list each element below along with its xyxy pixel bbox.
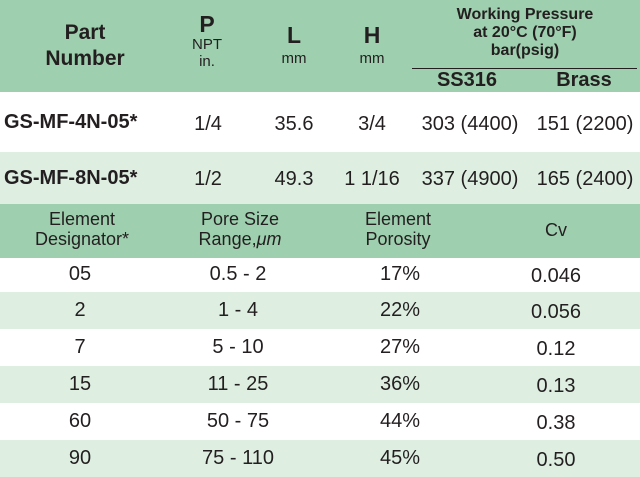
ss316-value: 337 (4900) <box>421 168 519 190</box>
brass-value: 151 (2200) <box>536 113 634 135</box>
element-designator-header: Element Designator* <box>34 209 130 249</box>
cv-value: 0.12 <box>536 338 576 360</box>
designator-value: 90 <box>68 447 92 469</box>
part-number-header: Part Number <box>45 21 125 70</box>
p-value: 1/2 <box>194 168 222 190</box>
h-header: H mm <box>359 22 385 67</box>
porosity-value: 27% <box>379 336 421 358</box>
element-porosity-header: Element Porosity <box>364 209 432 249</box>
porosity-value: 17% <box>379 263 421 285</box>
cv-value: 0.13 <box>536 375 576 397</box>
cv-value: 0.50 <box>536 449 576 471</box>
porosity-value: 44% <box>379 410 421 432</box>
designator-value: 15 <box>68 373 92 395</box>
designator-value: 2 <box>74 299 86 321</box>
brass-value: 165 (2400) <box>536 168 634 190</box>
pore-size-value: 50 - 75 <box>206 410 270 432</box>
p-header: P NPT in. <box>192 11 222 70</box>
pore-size-value: 0.5 - 2 <box>209 263 267 285</box>
porosity-value: 22% <box>379 299 421 321</box>
h-value: 1 1/16 <box>344 168 400 190</box>
brass-header: Brass <box>556 69 612 91</box>
cv-value: 0.056 <box>530 301 582 323</box>
working-pressure-header: Working Pressure at 20°C (70°F) bar(psig) <box>456 6 594 59</box>
h-value: 3/4 <box>358 113 386 135</box>
pore-size-value: 11 - 25 <box>207 373 269 395</box>
porosity-value: 45% <box>379 447 421 469</box>
l-header: L mm <box>281 22 307 67</box>
part-number: GS-MF-8N-05* <box>4 167 138 189</box>
pore-size-header: Pore Size Range,μm <box>198 209 282 249</box>
l-value: 49.3 <box>274 168 314 190</box>
pore-size-value: 5 - 10 <box>212 336 264 358</box>
l-value: 35.6 <box>274 113 314 135</box>
cv-value: 0.38 <box>536 412 576 434</box>
pore-size-value: 75 - 110 <box>202 447 274 469</box>
part-number: GS-MF-4N-05* <box>4 111 138 133</box>
pore-size-value: 1 - 4 <box>217 299 259 321</box>
cv-header: Cv <box>545 220 567 240</box>
cv-value: 0.046 <box>530 265 582 287</box>
porosity-value: 36% <box>379 373 421 395</box>
micrometer-unit: μm <box>256 229 282 249</box>
ss316-header: SS316 <box>436 69 498 91</box>
designator-value: 05 <box>68 263 92 285</box>
designator-value: 60 <box>68 410 92 432</box>
p-value: 1/4 <box>194 113 222 135</box>
ss316-value: 303 (4400) <box>421 113 519 135</box>
designator-value: 7 <box>74 336 86 358</box>
